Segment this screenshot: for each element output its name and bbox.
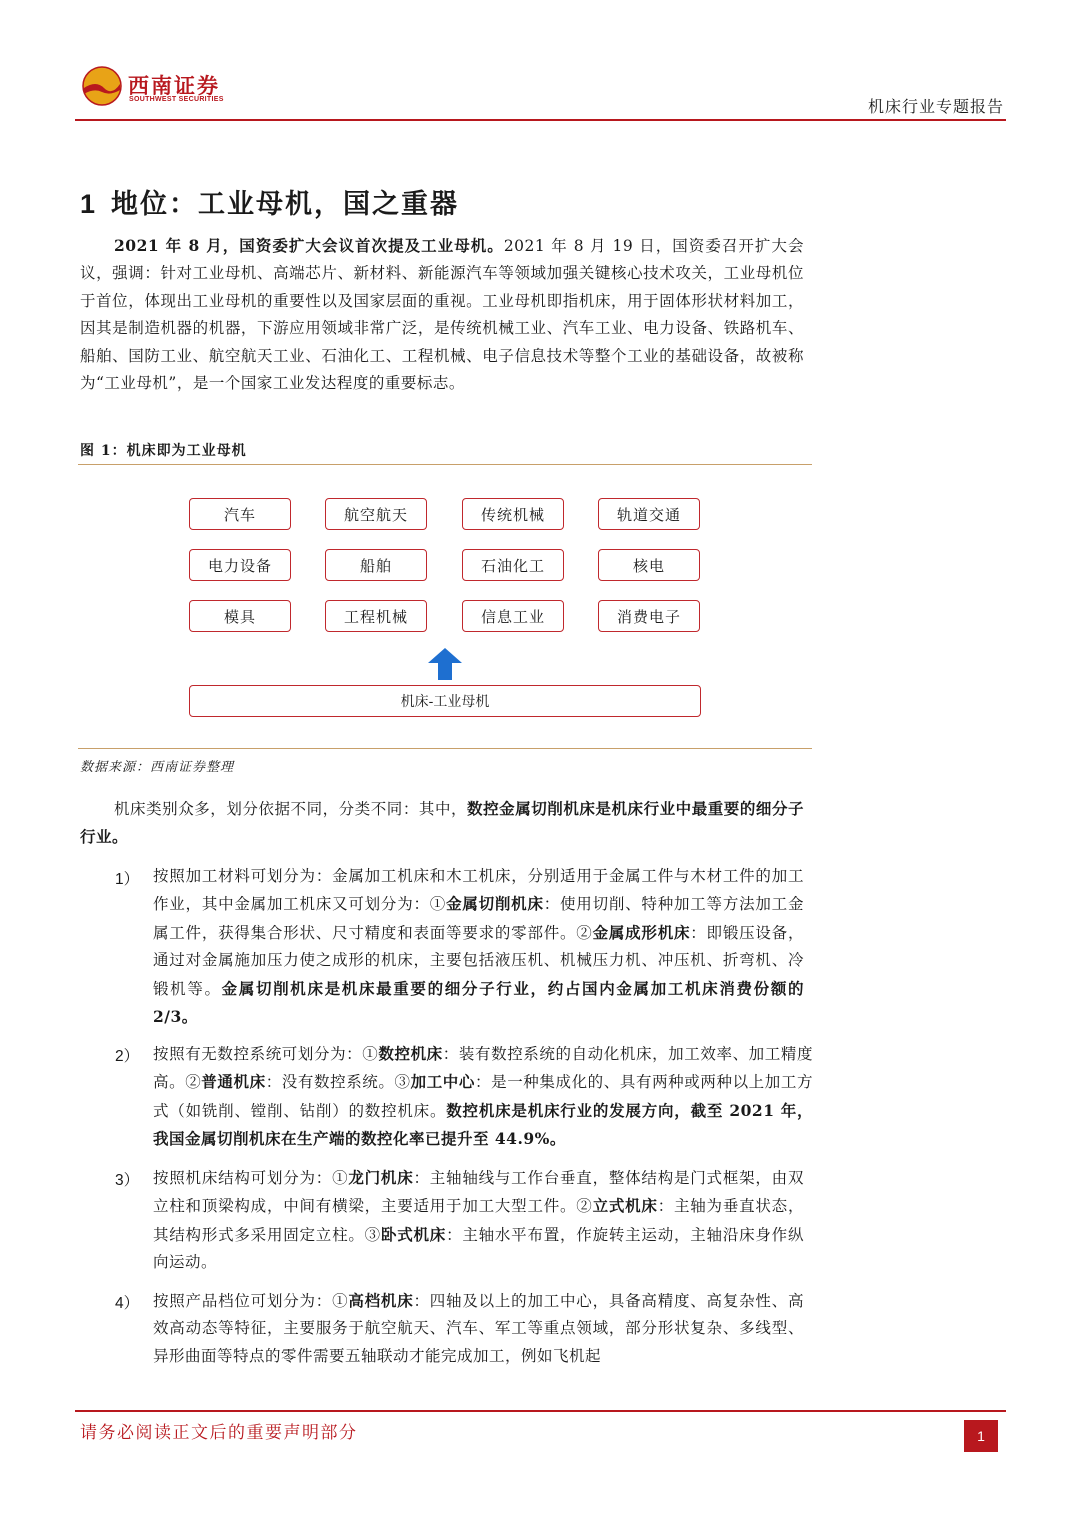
footer-divider [75, 1410, 1006, 1412]
list-bold: 金属切削机床 [446, 894, 544, 914]
list-text: ：装有数控系统的自动化机床，加工效率、加工精度高。② [153, 1045, 813, 1092]
figure-bottom-rule [78, 748, 812, 749]
list-item [153, 1287, 804, 1370]
list-text: 按照加工材料可划分为：金属加工机床和木工机床，分别适用于金属工件与木材工件的加工作业，其中金属加工机床又可划分为：① [153, 867, 804, 914]
intro-rest: 2021 年 8 月 19 日，国资委召开扩大会议，强调：针对工业母机、高端芯片、新材料、新能源汽车等领域加强关键核心技术攻关，工业母机位于首位，体现出工业母机的重要性以及国家层面的重视。工业母机即指机床，用于固体形状材料加工，因其是制造机器的机器，下游应用领域非常广泛，是传统机械工业、汽车工业、电力设备、铁路机车、船舶、国防工业、航空航天工业、石油化工、工程机械、电子信息技术等整个工业的基础设备，故被称为“工业母机”，是一个国家工业发达程度的重要标志。 [80, 237, 804, 393]
industry-box: 轨道交通 [598, 498, 700, 530]
industry-box: 石油化工 [462, 549, 564, 581]
list-text: ：主轴为垂直状态，其结构形式多采用固定立柱。③ [153, 1197, 804, 1244]
figure-label: 图 1：机床即为工业母机 [80, 443, 247, 459]
intro-paragraph [80, 232, 804, 397]
industry-box: 工程机械 [325, 600, 427, 632]
list-item [153, 1040, 813, 1154]
intro-lead: 2021 年 8 月，国资委扩大会议首次提及工业母机。 [114, 236, 504, 255]
list-bold: 卧式机床 [380, 1224, 447, 1244]
para2-bold: 数控金属切削机床是机床行业中最重要的细分子行业。 [80, 799, 804, 847]
list-bold: 金属成形机床 [592, 922, 691, 942]
page-number: 1 [964, 1420, 998, 1452]
list-bold: 立式机床 [592, 1196, 658, 1216]
list-text: ：四轴及以上的加工中心，具备高精度、高复杂性、高效高动态等特征，主要服务于航空航天、汽车、军工等重点领域，部分形状复杂、多线型、异形曲面等特点的零件需要五轴联动才能完成加工，例如飞机起 [153, 1292, 804, 1365]
industry-box: 航空航天 [325, 498, 427, 530]
list-text: ：使用切削、特种加工等方法加工金属工件，获得集合形状、尺寸精度和表面等要求的零部件。② [153, 895, 804, 942]
para2-normal: 机床类别众多，划分依据不同，分类不同：其中， [114, 800, 468, 818]
list-bold: 高档机床 [348, 1291, 414, 1310]
footer-notice: 请务必阅读正文后的重要声明部分 [80, 1423, 358, 1443]
list-text: 按照机床结构可划分为：① [153, 1169, 349, 1187]
list-text: ：主轴轴线与工作台垂直，整体结构是门式框架，由双立柱和顶梁构成，中间有横梁，主要适用于加工大型工件。② [153, 1169, 804, 1216]
list-text: ：是一种集成化的、具有两种或两种以上加工方式（如铣削、镗削、钻削）的数控机床。 [153, 1073, 813, 1120]
list-bold: 数控机床 [378, 1044, 443, 1063]
figure-top-rule [78, 464, 812, 465]
header-divider [75, 119, 1006, 121]
list-bold: 普通机床 [201, 1072, 266, 1092]
figure-source: 数据来源：西南证券整理 [80, 760, 235, 775]
list-number: 1） [115, 871, 140, 888]
section-title [80, 182, 459, 221]
list-item [153, 1164, 804, 1277]
section-number: 1 [80, 189, 98, 219]
industry-box: 消费电子 [598, 600, 700, 632]
list-text: ：没有数控系统。③ [265, 1073, 411, 1092]
industry-box: 模具 [189, 600, 291, 632]
list-item [153, 863, 804, 1031]
industry-box: 信息工业 [462, 600, 564, 632]
list-number: 3） [115, 1172, 140, 1189]
list-bold: 金属切削机床是机床最重要的细分子行业，约占国内金属加工机床消费份额的 2/3。 [153, 978, 804, 1027]
industry-box: 船舶 [325, 549, 427, 581]
up-arrow-icon [428, 648, 462, 680]
industry-box: 传统机械 [462, 498, 564, 530]
list-text: ：主轴水平布置，作旋转主运动，主轴沿床身作纵向运动。 [153, 1225, 804, 1272]
logo-en-text: SOUTHWEST SECURITIES [129, 96, 224, 103]
logo-mark-icon [82, 66, 122, 106]
industry-box: 汽车 [189, 498, 291, 530]
list-number: 4） [115, 1295, 140, 1312]
list-text: 按照产品档位可划分为：① [153, 1292, 349, 1310]
logo-cn-text: 西南证券 [128, 73, 220, 98]
classification-paragraph [80, 795, 804, 852]
section-title-text: 地位：工业母机，国之重器 [111, 189, 460, 220]
list-bold: 龙门机床 [348, 1168, 414, 1187]
list-number: 2） [115, 1048, 140, 1065]
company-logo [82, 66, 222, 110]
base-box: 机床-工业母机 [189, 685, 701, 717]
list-text: 按照有无数控系统可划分为：① [153, 1045, 379, 1063]
industry-box: 核电 [598, 549, 700, 581]
list-bold: 数控机床是机床行业的发展方向，截至 2021 年，我国金属切削机床在生产端的数控化率已提升至 44.9%。 [153, 1100, 813, 1149]
industry-box: 电力设备 [189, 549, 291, 581]
list-bold: 加工中心 [410, 1072, 475, 1092]
report-title: 机床行业专题报告 [867, 97, 1004, 116]
list-text: ：即锻压设备，通过对金属施加压力使之成形的机床，主要包括液压机、机械压力机、冲压机、折弯机、冷锻机等。 [153, 923, 804, 998]
